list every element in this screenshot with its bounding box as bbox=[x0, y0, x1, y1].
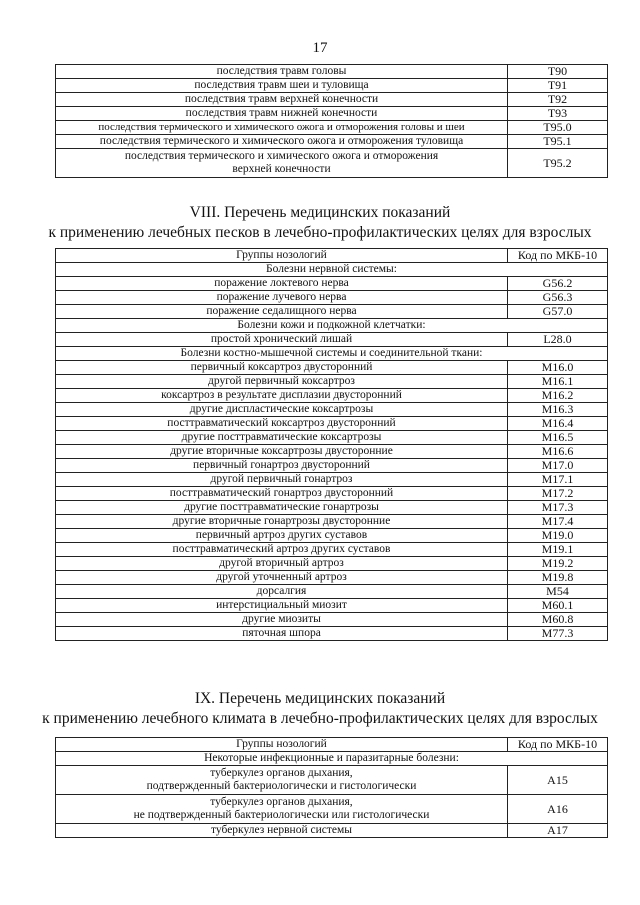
table-row bbox=[56, 79, 608, 93]
nosology-cell: другие посттравматические гонартрозы bbox=[56, 501, 508, 515]
code-cell: M77.3 bbox=[508, 627, 608, 641]
table-row bbox=[56, 135, 608, 149]
nosology-line-2: подтвержденный бактериологически и гистологически bbox=[146, 780, 417, 792]
table-row bbox=[56, 305, 608, 319]
table-row bbox=[56, 389, 608, 403]
groups-header: Группы нозологий bbox=[56, 249, 508, 263]
nosology-cell: интерстициальный миозит bbox=[56, 599, 508, 613]
table-row bbox=[56, 375, 608, 389]
code-cell: T91 bbox=[508, 79, 608, 93]
table-row bbox=[56, 65, 608, 79]
section9-title-line1: IX. Перечень медицинских показаний bbox=[194, 690, 446, 707]
code-cell: M19.2 bbox=[508, 557, 608, 571]
nosology-cell: другой первичный коксартроз bbox=[56, 375, 508, 389]
group-title: Болезни костно-мышечной системы и соединительной ткани: bbox=[56, 347, 608, 361]
nosology-cell: последствия термического и химического ожога и отморожения туловища bbox=[56, 135, 508, 149]
nosology-cell: посттравматический артроз других суставов bbox=[56, 543, 508, 557]
table-row bbox=[56, 93, 608, 107]
code-cell: G57.0 bbox=[508, 305, 608, 319]
table-row bbox=[56, 501, 608, 515]
code-cell: T90 bbox=[508, 65, 608, 79]
code-cell: G56.2 bbox=[508, 277, 608, 291]
code-cell: A15 bbox=[508, 766, 608, 795]
nosology-cell: пяточная шпора bbox=[56, 627, 508, 641]
code-cell: M60.1 bbox=[508, 599, 608, 613]
nosology-cell bbox=[56, 766, 508, 795]
group-title: Болезни нервной системы: bbox=[56, 263, 608, 277]
nosology-line-1: последствия термического и химического ожога и отморожения bbox=[124, 150, 439, 162]
code-cell: G56.3 bbox=[508, 291, 608, 305]
table-top bbox=[55, 64, 608, 178]
table-climate bbox=[55, 737, 608, 838]
group-row bbox=[56, 263, 608, 277]
group-row bbox=[56, 752, 608, 766]
code-cell: M16.3 bbox=[508, 403, 608, 417]
table-row bbox=[56, 824, 608, 838]
section9-title-line2: к применению лечебного климата в лечебно-профилактических целях для взрослых bbox=[42, 710, 598, 727]
code-cell: M60.8 bbox=[508, 613, 608, 627]
nosology-cell: другой вторичный артроз bbox=[56, 557, 508, 571]
nosology-cell: первичный артроз других суставов bbox=[56, 529, 508, 543]
group-row bbox=[56, 319, 608, 333]
code-cell: M19.0 bbox=[508, 529, 608, 543]
table-row bbox=[56, 121, 608, 135]
nosology-cell: другой уточненный артроз bbox=[56, 571, 508, 585]
table-row bbox=[56, 571, 608, 585]
table-row bbox=[56, 487, 608, 501]
table-header-row bbox=[56, 738, 608, 752]
code-cell: T93 bbox=[508, 107, 608, 121]
nosology-cell: поражение локтевого нерва bbox=[56, 277, 508, 291]
code-cell: M19.1 bbox=[508, 543, 608, 557]
section9-title bbox=[0, 689, 640, 729]
code-header: Код по МКБ-10 bbox=[508, 738, 608, 752]
section8-title bbox=[0, 203, 640, 243]
table-row bbox=[56, 766, 608, 795]
table-row bbox=[56, 529, 608, 543]
nosology-cell: первичный коксартроз двусторонний bbox=[56, 361, 508, 375]
table-row bbox=[56, 795, 608, 824]
table-header-row bbox=[56, 249, 608, 263]
code-header: Код по МКБ-10 bbox=[508, 249, 608, 263]
nosology-cell: коксартроз в результате дисплазии двусторонний bbox=[56, 389, 508, 403]
table-row bbox=[56, 403, 608, 417]
code-cell: M17.0 bbox=[508, 459, 608, 473]
code-cell: A17 bbox=[508, 824, 608, 838]
table-row bbox=[56, 417, 608, 431]
code-cell: M17.1 bbox=[508, 473, 608, 487]
code-cell: M16.5 bbox=[508, 431, 608, 445]
table-sand bbox=[55, 248, 608, 641]
table-row bbox=[56, 291, 608, 305]
table-row bbox=[56, 445, 608, 459]
nosology-line-2: не подтвержденный бактериологически или гистологически bbox=[133, 809, 430, 821]
nosology-cell: поражение лучевого нерва bbox=[56, 291, 508, 305]
code-cell: L28.0 bbox=[508, 333, 608, 347]
nosology-cell: другие диспластические коксартрозы bbox=[56, 403, 508, 417]
table-row bbox=[56, 613, 608, 627]
code-cell: M19.8 bbox=[508, 571, 608, 585]
nosology-cell: последствия травм шеи и туловища bbox=[56, 79, 508, 93]
table-row bbox=[56, 585, 608, 599]
nosology-line-1: туберкулез органов дыхания, bbox=[210, 767, 353, 779]
nosology-cell: другие посттравматические коксартрозы bbox=[56, 431, 508, 445]
table-row bbox=[56, 599, 608, 613]
nosology-cell: другой первичный гонартроз bbox=[56, 473, 508, 487]
nosology-cell: другие миозиты bbox=[56, 613, 508, 627]
code-cell: T95.1 bbox=[508, 135, 608, 149]
code-cell: A16 bbox=[508, 795, 608, 824]
code-cell: T95.0 bbox=[508, 121, 608, 135]
code-cell: T92 bbox=[508, 93, 608, 107]
code-cell: M16.1 bbox=[508, 375, 608, 389]
table-row bbox=[56, 277, 608, 291]
nosology-cell: поражение седалищного нерва bbox=[56, 305, 508, 319]
nosology-cell bbox=[56, 149, 508, 178]
table-row bbox=[56, 515, 608, 529]
nosology-cell: другие вторичные гонартрозы двусторонние bbox=[56, 515, 508, 529]
table-row bbox=[56, 431, 608, 445]
nosology-cell: туберкулез нервной системы bbox=[56, 824, 508, 838]
code-cell: M16.2 bbox=[508, 389, 608, 403]
group-title: Болезни кожи и подкожной клетчатки: bbox=[56, 319, 608, 333]
group-row bbox=[56, 347, 608, 361]
nosology-cell: посттравматический гонартроз двусторонний bbox=[56, 487, 508, 501]
code-cell: M54 bbox=[508, 585, 608, 599]
code-cell: T95.2 bbox=[508, 149, 608, 178]
table-row bbox=[56, 557, 608, 571]
nosology-cell: последствия травм нижней конечности bbox=[56, 107, 508, 121]
nosology-line-2: верхней конечности bbox=[232, 163, 331, 175]
section8-title-line1: VIII. Перечень медицинских показаний bbox=[189, 204, 451, 221]
group-title: Некоторые инфекционные и паразитарные болезни: bbox=[56, 752, 608, 766]
groups-header: Группы нозологий bbox=[56, 738, 508, 752]
code-cell: M17.3 bbox=[508, 501, 608, 515]
table-row bbox=[56, 627, 608, 641]
nosology-cell: простой хронический лишай bbox=[56, 333, 508, 347]
table-row bbox=[56, 361, 608, 375]
nosology-cell: дорсалгия bbox=[56, 585, 508, 599]
nosology-cell: первичный гонартроз двусторонний bbox=[56, 459, 508, 473]
table-row bbox=[56, 333, 608, 347]
table-row bbox=[56, 543, 608, 557]
section8-title-line2: к применению лечебных песков в лечебно-профилактических целях для взрослых bbox=[48, 224, 592, 241]
table-row bbox=[56, 459, 608, 473]
table-row bbox=[56, 149, 608, 178]
nosology-cell: последствия термического и химического ожога и отморожения головы и шеи bbox=[56, 121, 508, 135]
nosology-cell: другие вторичные коксартрозы двусторонние bbox=[56, 445, 508, 459]
nosology-cell: посттравматический коксартроз двусторонний bbox=[56, 417, 508, 431]
code-cell: M17.4 bbox=[508, 515, 608, 529]
table-row bbox=[56, 107, 608, 121]
code-cell: M16.4 bbox=[508, 417, 608, 431]
nosology-cell: последствия травм верхней конечности bbox=[56, 93, 508, 107]
nosology-cell bbox=[56, 795, 508, 824]
page-number: 17 bbox=[312, 40, 328, 56]
nosology-cell: последствия травм головы bbox=[56, 65, 508, 79]
nosology-line-1: туберкулез органов дыхания, bbox=[210, 796, 353, 808]
code-cell: M16.0 bbox=[508, 361, 608, 375]
code-cell: M17.2 bbox=[508, 487, 608, 501]
table-row bbox=[56, 473, 608, 487]
code-cell: M16.6 bbox=[508, 445, 608, 459]
